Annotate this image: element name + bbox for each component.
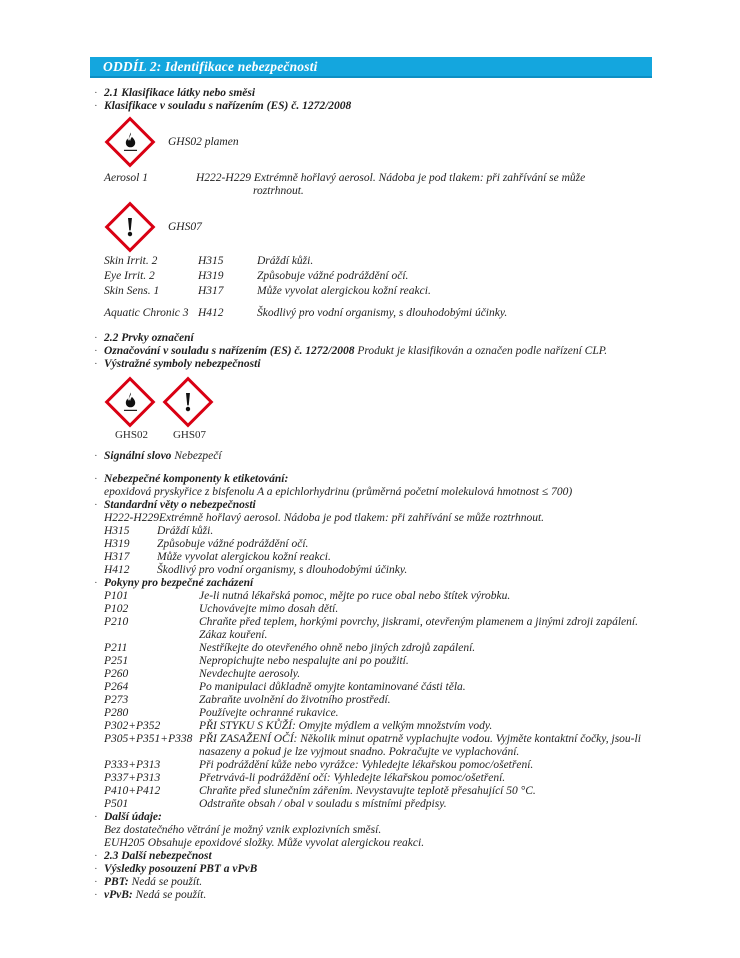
hazard-code: H222-H229 (104, 512, 159, 524)
precaution-row (104, 759, 652, 772)
vpvb-label: vPvB: (104, 889, 133, 901)
pbt-line (94, 876, 652, 889)
hazard-class: Skin Sens. 1 (104, 285, 160, 297)
dangerous-components-heading (94, 473, 652, 486)
pbt-label: PBT: (104, 876, 129, 888)
flame-icon (104, 376, 156, 428)
hazard-code: H412 (198, 307, 224, 319)
precaution-code: P102 (104, 603, 129, 615)
bullet-marker: · (94, 889, 98, 901)
labeling-regulation-text: Produkt je klasifikován a označen podle nařízení CLP. (357, 345, 608, 357)
bullet-marker: · (94, 358, 98, 370)
precaution-code: P302+P352 (104, 720, 161, 732)
classification-row (104, 270, 652, 283)
vpvb-value: Nedá se použít. (135, 889, 207, 901)
bullet-marker: · (94, 499, 98, 511)
hazard-class: Aquatic Chronic 3 (104, 307, 189, 319)
hazard-code: H317 (198, 285, 224, 297)
bullet-marker: · (94, 577, 98, 589)
bullet-marker: · (94, 811, 98, 823)
hazard-statement: Škodlivý pro vodní organismy, s dlouhodobými účinky. (257, 307, 508, 319)
ghs02-pictogram-row (104, 116, 652, 168)
section-title: ODDÍL 2: Identifikace nebezpečnosti (103, 59, 318, 74)
pbt-results-heading (94, 863, 652, 876)
precaution-code: P264 (104, 681, 129, 693)
precaution-row (104, 655, 652, 668)
bullet-marker: · (94, 850, 98, 862)
ghs07-pictogram (104, 201, 156, 253)
precaution-code: P101 (104, 590, 129, 602)
precaution-text: Po manipulaci důkladně omyjte kontaminované části těla. (199, 681, 466, 693)
hazard-statement-row (104, 525, 652, 538)
hazard-text: Dráždí kůži. (157, 525, 214, 537)
ghs07-caption: GHS07 (168, 220, 202, 233)
exclamation-mark-icon: ! (183, 386, 193, 417)
precaution-row (104, 642, 652, 655)
hazard-class: Skin Irrit. 2 (104, 255, 158, 267)
bullet-marker: · (94, 332, 98, 344)
heading-2-3-text: 2.3 Další nebezpečnost (104, 850, 212, 862)
section-header-bar (90, 57, 652, 78)
hazard-statement: Způsobuje vážné podráždění očí. (257, 270, 409, 282)
hazard-text: Způsobuje vážné podráždění očí. (157, 538, 309, 550)
hazard-code: H412 (104, 564, 130, 576)
precaution-row (104, 798, 652, 811)
classification-regulation-heading (94, 100, 652, 113)
ghs07-pictogram-column (162, 376, 217, 442)
hazard-code: H315 (104, 525, 130, 537)
precaution-row (104, 707, 652, 720)
pbt-value: Nedá se použít. (131, 876, 203, 888)
hazard-statement (196, 172, 652, 198)
precaution-code: P333+P313 (104, 759, 161, 771)
pbt-results-heading-text: Výsledky posouzení PBT a vPvB (104, 863, 258, 875)
signal-word-line (94, 450, 652, 463)
bullet-marker: · (94, 473, 98, 485)
hazard-statement-row (104, 538, 652, 551)
precaution-row (104, 785, 652, 798)
hazard-class: Aerosol 1 (104, 172, 148, 184)
hazard-statement: Může vyvolat alergickou kožní reakci. (257, 285, 431, 297)
precaution-text: Nepropichujte nebo nespalujte ani po použití. (199, 655, 409, 667)
labeling-regulation-line (94, 345, 652, 358)
other-data-heading-text: Další údaje: (104, 811, 162, 823)
precaution-code: P251 (104, 655, 129, 667)
precaution-row (104, 616, 652, 642)
precautionary-statements-heading (94, 577, 652, 590)
ghs02-pictogram (104, 376, 156, 428)
precaution-row (104, 590, 652, 603)
section-body (90, 78, 652, 902)
precaution-code: P305+P351+P338 (104, 733, 193, 745)
bullet-marker: · (94, 87, 98, 99)
precaution-code: P410+P412 (104, 785, 161, 797)
precaution-text: Odstraňte obsah / obal v souladu s místními předpisy. (199, 798, 447, 810)
precaution-text: Používejte ochranné rukavice. (199, 707, 339, 719)
signal-word-label: Signální slovo (104, 450, 172, 462)
precaution-code: P210 (104, 616, 129, 628)
hazard-statement-line1: H222-H229 Extrémně hořlavý aerosol. Nádoba je pod tlakem: při zahřívání se může (196, 172, 586, 184)
hazard-statement-line2: roztrhnout. (253, 185, 304, 197)
precaution-code: P273 (104, 694, 129, 706)
classification-row (104, 255, 652, 268)
ghs02-label: GHS02 (114, 429, 148, 441)
labeling-regulation-label: Označování v souladu s nařízením (ES) č. 1272/2008 (104, 345, 355, 357)
label-pictograms (104, 376, 652, 442)
classification-row (104, 307, 652, 320)
hazard-code: H315 (198, 255, 224, 267)
hazard-class: Eye Irrit. 2 (104, 270, 155, 282)
bullet-marker: · (94, 100, 98, 112)
precaution-text: Přetrvává-li podráždění očí: Vyhledejte lékařskou pomoc/ošetření. (199, 772, 506, 784)
sds-section-2 (90, 57, 652, 902)
flame-icon (104, 116, 156, 168)
precautionary-statements-heading-text: Pokyny pro bezpečné zacházení (104, 577, 254, 589)
precaution-code: P280 (104, 707, 129, 719)
precaution-code: P501 (104, 798, 129, 810)
hazard-code: H317 (104, 551, 130, 563)
precaution-row (104, 720, 652, 733)
ghs07-label: GHS07 (172, 429, 206, 441)
hazard-symbols-heading (94, 358, 652, 371)
heading-2-1 (94, 87, 652, 100)
ghs07-pictogram-row (104, 201, 652, 253)
hazard-statements-heading (94, 499, 652, 512)
bullet-marker: · (94, 345, 98, 357)
hazard-code: H319 (198, 270, 224, 282)
heading-2-2-text: 2.2 Prvky označení (104, 332, 194, 344)
ghs02-pictogram-column (104, 376, 159, 442)
heading-2-1-text: 2.1 Klasifikace látky nebo směsi (104, 87, 256, 99)
hazard-symbols-heading-text: Výstražné symboly nebezpečnosti (104, 358, 261, 370)
other-data-heading (94, 811, 652, 824)
dangerous-components-heading-text: Nebezpečné komponenty k etiketování: (104, 473, 289, 485)
ghs02-caption: GHS02 plamen (168, 135, 239, 148)
bullet-marker: · (94, 450, 98, 462)
aerosol-classification-row (104, 172, 652, 198)
classification-row (104, 285, 652, 298)
heading-2-3 (94, 850, 652, 863)
hazard-statement-row (104, 512, 652, 525)
ghs07-pictogram (162, 376, 214, 428)
precaution-text: Nevdechujte aerosoly. (199, 668, 301, 680)
heading-2-2 (94, 332, 652, 345)
signal-word-value: Nebezpečí (174, 450, 222, 462)
classification-regulation-text: Klasifikace v souladu s nařízením (ES) č. 1272/2008 (104, 100, 352, 112)
hazard-text: Může vyvolat alergickou kožní reakci. (157, 551, 331, 563)
precaution-row (104, 733, 652, 759)
hazard-statement-row (104, 551, 652, 564)
other-data-line: Bez dostatečného větrání je možný vznik explozivních směsí. (104, 824, 382, 836)
hazard-statement-row (104, 564, 652, 577)
precaution-text: Zabraňte uvolnění do životního prostředí. (199, 694, 391, 706)
precaution-text: PŘI ZASAŽENÍ OČÍ: Několik minut opatrně vyplachujte vodou. Vyjměte kontaktní čočky, jsou-li nasazeny a pokud je lze vyjmout snadno. Pokračujte ve vyplachování. (199, 733, 641, 758)
other-data-line: EUH205 Obsahuje epoxidové složky. Může vyvolat alergickou reakci. (104, 837, 425, 849)
hazard-text: Škodlivý pro vodní organismy, s dlouhodobými účinky. (157, 564, 408, 576)
precaution-row (104, 668, 652, 681)
precaution-code: P211 (104, 642, 128, 654)
precaution-text: Chraňte před teplem, horkými povrchy, jiskrami, otevřeným plamenem a jinými zdroji zapálení. Zákaz kouření. (199, 616, 638, 641)
precaution-code: P260 (104, 668, 129, 680)
hazard-text: Extrémně hořlavý aerosol. Nádoba je pod tlakem: při zahřívání se může roztrhnout. (158, 512, 545, 524)
precaution-text: Při podráždění kůže nebo vyrážce: Vyhledejte lékařskou pomoc/ošetření. (199, 759, 534, 771)
precaution-text: Nestříkejte do otevřeného ohně nebo jiných zdrojů zapálení. (199, 642, 476, 654)
precaution-text: Chraňte před slunečním zářením. Nevystavujte teplotě přesahující 50 °C. (199, 785, 536, 797)
precaution-text: PŘI STYKU S KŮŽÍ: Omyjte mýdlem a velkým množstvím vody. (199, 720, 493, 732)
hazard-statement: Dráždí kůži. (257, 255, 314, 267)
hazard-code: H319 (104, 538, 130, 550)
precaution-text: Je-li nutná lékařská pomoc, mějte po ruce obal nebo štítek výrobku. (199, 590, 511, 602)
precaution-row (104, 694, 652, 707)
precaution-row (104, 603, 652, 616)
precaution-row (104, 681, 652, 694)
precaution-row (104, 772, 652, 785)
vpvb-line (94, 889, 652, 902)
precaution-text: Uchovávejte mimo dosah dětí. (199, 603, 339, 615)
ghs02-pictogram (104, 116, 156, 168)
bullet-marker: · (94, 863, 98, 875)
precaution-code: P337+P313 (104, 772, 161, 784)
dangerous-components-text: epoxidová pryskyřice z bisfenolu A a epichlorhydrinu (průměrná početní molekulová hmotnost ≤ 700) (104, 486, 573, 498)
hazard-statements-heading-text: Standardní věty o nebezpečnosti (104, 499, 256, 511)
bullet-marker: · (94, 876, 98, 888)
exclamation-mark-icon: ! (125, 211, 135, 242)
